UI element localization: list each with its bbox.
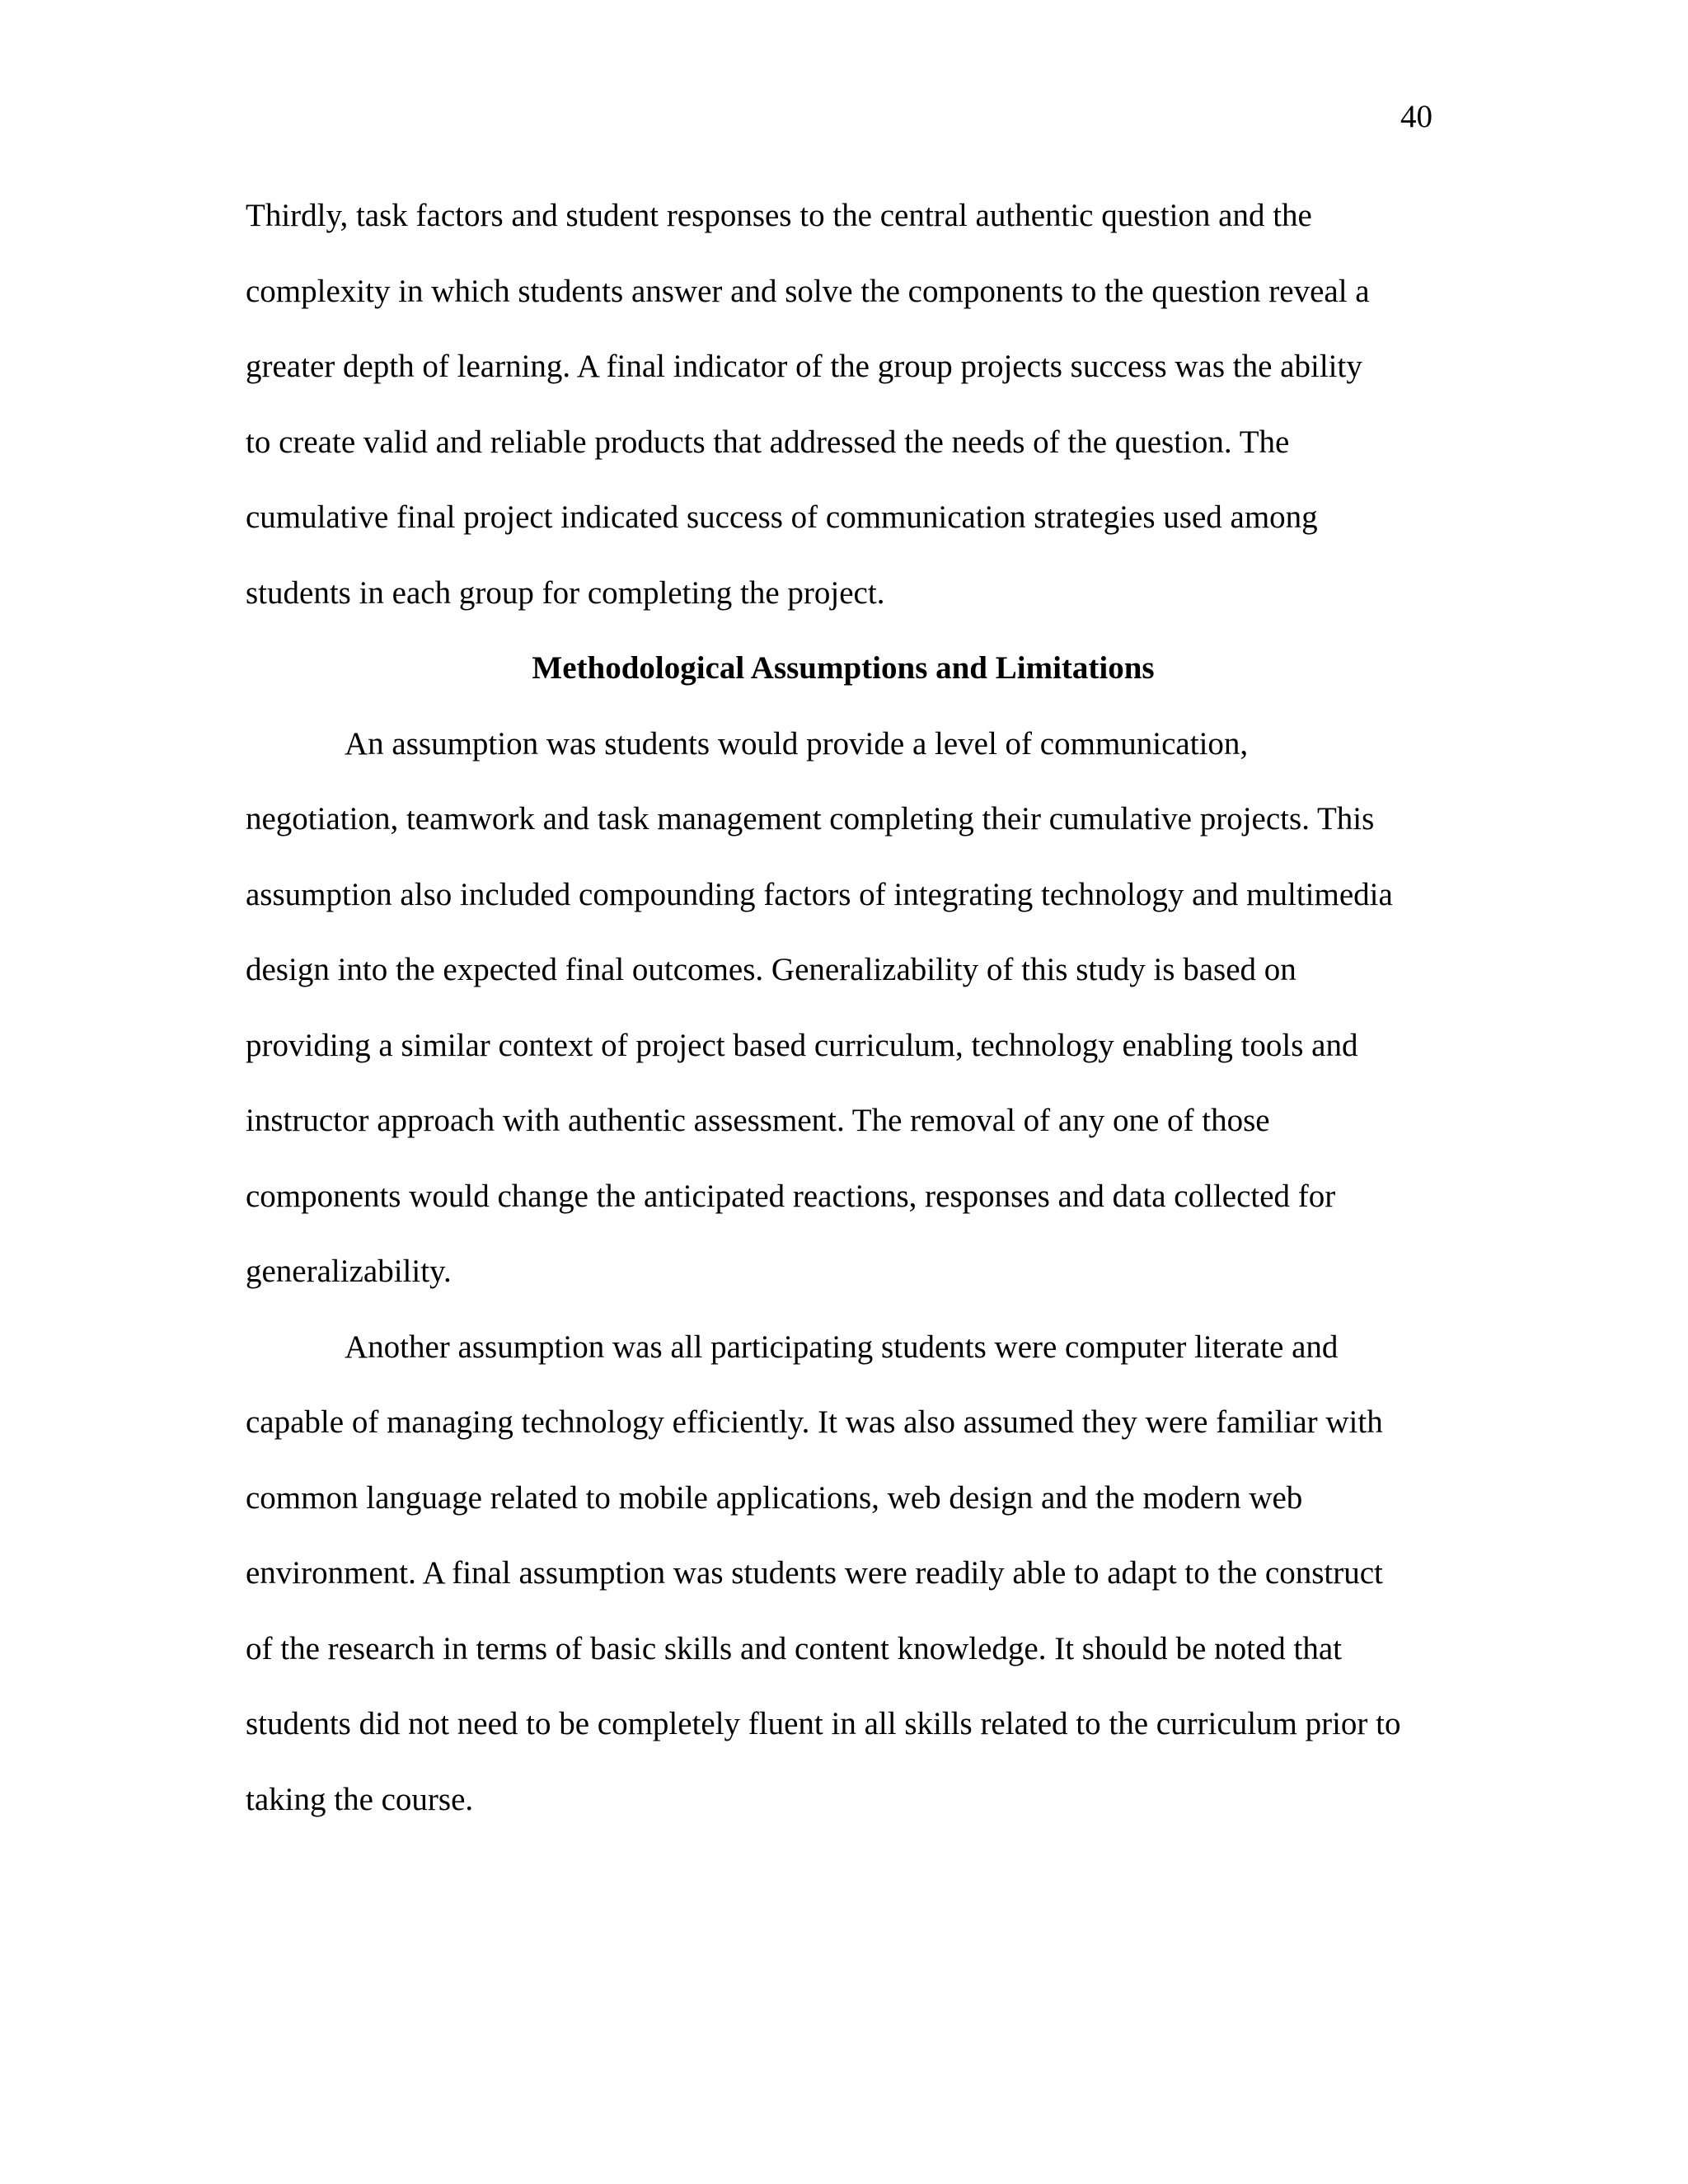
text-line: generalizability. — [246, 1254, 452, 1289]
text-line: assumption also included compounding factors of integrating technology and multimedia — [246, 876, 1393, 912]
text-line: of the research in terms of basic skills and content knowledge. It should be noted that — [246, 1630, 1342, 1666]
page-number: 40 — [1400, 99, 1432, 134]
text-line: Thirdly, task factors and student responses to the central authentic question and the — [246, 198, 1312, 233]
text-line: taking the course. — [246, 1781, 474, 1817]
paragraph-assumption-1 — [246, 724, 1441, 1328]
text-line: components would change the anticipated reactions, responses and data collected for — [246, 1178, 1336, 1214]
section-heading: Methodological Assumptions and Limitations — [532, 650, 1155, 686]
text-line: greater depth of learning. A final indicator of the group projects success was the ability — [246, 349, 1362, 384]
text-line: negotiation, teamwork and task management completing their cumulative projects. This — [246, 801, 1375, 837]
text-line: capable of managing technology efficiently. It was also assumed they were familiar with — [246, 1404, 1383, 1440]
text-line: students in each group for completing the project. — [246, 574, 885, 611]
text-line: common language related to mobile applications, web design and the modern web — [246, 1479, 1303, 1516]
text-line: to create valid and reliable products that addressed the needs of the question. The — [246, 424, 1290, 460]
text-line: complexity in which students answer and solve the components to the question reveal a — [246, 273, 1370, 309]
paragraph-assumption-2 — [246, 1328, 1441, 1856]
text-line: design into the expected final outcomes. Generalizability of this study is based on — [246, 952, 1296, 987]
text-line: instructor approach with authentic assessment. The removal of any one of those — [246, 1103, 1270, 1138]
text-line: environment. A final assumption was students were readily able to adapt to the construct — [246, 1555, 1383, 1591]
text-line: Another assumption was all participating students were computer literate and — [345, 1329, 1339, 1365]
text-line: cumulative final project indicated success of communication strategies used among — [246, 499, 1318, 535]
document-body — [246, 196, 1441, 1855]
paragraph-continuation — [246, 196, 1441, 649]
text-line: An assumption was students would provide a level of communication, — [345, 725, 1249, 762]
text-line: students did not need to be completely fluent in all skills related to the curriculum prior to — [246, 1706, 1401, 1741]
text-line: providing a similar context of project based curriculum, technology enabling tools and — [246, 1027, 1358, 1063]
